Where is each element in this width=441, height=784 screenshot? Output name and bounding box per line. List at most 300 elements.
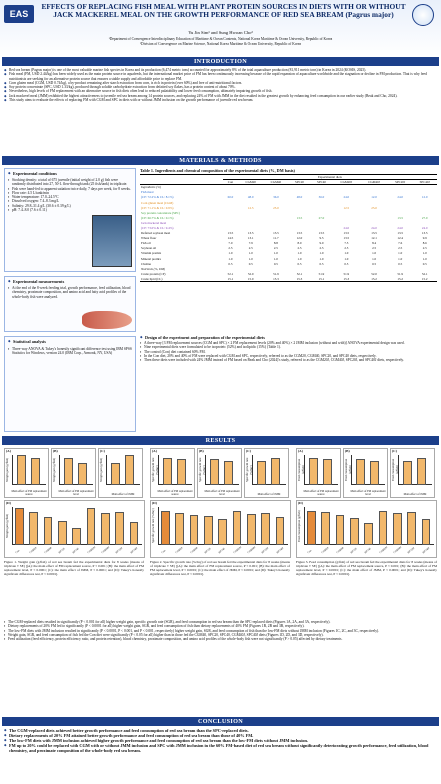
design-item: ▪ A three-way [3 FM replacement sources (CGM and SPC) × 2 FM replacement levels (20% and 40%) × 2 JMM inclusion (without and with)] ANOVA experimental design was used. bbox=[140, 341, 437, 345]
table-cell: 24.0 bbox=[371, 225, 377, 230]
bar bbox=[64, 458, 73, 485]
table-col-header: CGM20J bbox=[340, 180, 353, 185]
table-row bbox=[140, 276, 437, 281]
table-cell: 7.9 bbox=[248, 241, 253, 246]
x-tick-label: SPC40J bbox=[421, 546, 430, 555]
conclusion-bullet: ◆ Dietary replacements of 20% FM attained better growth performance and feed consumption of red sea bream than those of 40% FM. bbox=[4, 733, 437, 738]
x-axis-label: Main effect of FM replacement source bbox=[11, 490, 47, 496]
y-axis-label: Feed consumption (g/fish) bbox=[344, 458, 352, 482]
bar bbox=[175, 513, 184, 545]
measurements-title: ◆ Experimental measurements bbox=[8, 279, 132, 284]
figure-2-panel-d bbox=[150, 500, 291, 558]
figure-1-panel-c bbox=[98, 448, 143, 498]
table-row-note: (CP: 66.7% & CL: 0.1%) bbox=[141, 215, 174, 220]
bar bbox=[78, 463, 87, 485]
stats-title: ◆ Statistical analysis bbox=[8, 339, 132, 344]
table-cell: 1.0 bbox=[297, 256, 302, 261]
bar bbox=[422, 519, 431, 545]
design-title: ◆ Design of the experiment and preparation of the experimental diets bbox=[140, 335, 437, 340]
table-cell: 51.9 bbox=[397, 271, 403, 276]
table-cell: 7.6 bbox=[398, 241, 403, 246]
table-row-name: Fish oil bbox=[141, 241, 151, 246]
table-cell: 1.0 bbox=[248, 251, 253, 256]
panel-label: (C) bbox=[392, 449, 397, 453]
bar bbox=[87, 508, 96, 545]
table-cell: 15.2 bbox=[397, 276, 403, 281]
bar bbox=[163, 458, 172, 485]
x-tick-label: CGM20J bbox=[232, 545, 242, 555]
affiliation-2: ²Division of Convergence on Marine Science, National Korea Maritime & Ocean University, Republic of Korea bbox=[139, 42, 302, 46]
x-tick-label: SPC40J bbox=[275, 546, 284, 555]
x-axis-label: Main effect of JMM bbox=[257, 493, 281, 496]
y-axis-label: Feed consumption (g/fish) bbox=[297, 510, 301, 542]
table-row-name: Vitamin premix bbox=[141, 251, 162, 256]
panel-label: (B) bbox=[53, 449, 58, 453]
table-cell: 1.0 bbox=[422, 251, 427, 256]
x-tick-label: CGM40 bbox=[43, 546, 53, 555]
exp-item: ▪ Dissolved oxygen: 7.4–8.3 mg/L bbox=[8, 199, 132, 203]
bar bbox=[44, 517, 53, 545]
table-cell: 51.9 bbox=[273, 271, 279, 276]
table-cell: 36.0 bbox=[273, 195, 279, 200]
figure-2-panel-b bbox=[197, 448, 242, 498]
table-row-name: Corn gluten meal (CGM) bbox=[141, 200, 174, 205]
table-cell: 0.5 bbox=[398, 261, 403, 266]
table-cell: 0.5 bbox=[422, 261, 427, 266]
table-cell: 9.0 bbox=[319, 241, 324, 246]
table-cell: 15.0 bbox=[247, 276, 254, 281]
table-row-note: (CP: 73.0% & CL: 9.4%) bbox=[141, 225, 174, 230]
table-cell: 13.5 bbox=[273, 231, 279, 236]
bar bbox=[307, 511, 316, 545]
table-cell: 15.1 bbox=[318, 276, 325, 281]
table-cell: 7.0 bbox=[228, 241, 233, 246]
design-item: ▪ Then these diets were included with 24% JMM instead of FM based on Beak and Cho (2024)'s study, referred to as the CGM20J, CGM40J, SPC20J, and SPC40J diets, respectively. bbox=[140, 358, 437, 362]
x-tick-label: SPC40 bbox=[218, 547, 226, 555]
table-cell: 0.5 bbox=[297, 261, 302, 266]
panel-label: (C) bbox=[100, 449, 105, 453]
x-tick-label: CGM40 bbox=[189, 546, 199, 555]
table-cell: 2.5 bbox=[228, 246, 233, 251]
conclusion-heading: CONCLUSION bbox=[2, 717, 439, 726]
table-group-header: Experimental diets bbox=[223, 175, 437, 180]
table-cell: 9.5 bbox=[319, 236, 324, 241]
intro-bullet: ◆ This study aims to evaluate the effects of replacing FM with CGM and SPC in diets with or without JMM inclusion on the growth performance of juvenile red sea bream. bbox=[4, 98, 437, 102]
table-cell: 15.2 bbox=[371, 276, 377, 281]
x-axis-label: Main effect of FM replacement level bbox=[204, 490, 240, 496]
table-cell: 13.5 bbox=[318, 231, 325, 236]
bar bbox=[29, 512, 38, 545]
table-col-header: CGM20 bbox=[245, 180, 256, 185]
table-cell: 15.3 bbox=[273, 276, 279, 281]
bar bbox=[379, 511, 388, 545]
bar bbox=[356, 459, 365, 486]
table-cell: 1.0 bbox=[422, 256, 427, 261]
table-cell: 12.0 bbox=[296, 236, 303, 241]
results-heading: RESULTS bbox=[2, 436, 439, 445]
design-section bbox=[140, 335, 437, 362]
bar bbox=[309, 458, 318, 485]
table-cell: 13.5 bbox=[397, 231, 403, 236]
panel-label: (B) bbox=[345, 449, 350, 453]
table-cell: 8.0 bbox=[297, 241, 302, 246]
table-cell: 2.5 bbox=[422, 246, 427, 251]
table-cell: 60.0 bbox=[227, 195, 234, 200]
table-cell: 13.5 bbox=[296, 215, 303, 220]
intro-bullet: ◆ Corn gluten meal (CGM, USD 0.74/kg), a by-product remaining after starch extraction from corn, is rich in protein (over 60%) and free of anti-nutritional factors. bbox=[4, 81, 437, 85]
x-tick-label: Con bbox=[15, 549, 21, 555]
exp-item: ▪ Water temperature: 17.0–24.5°C bbox=[8, 195, 132, 199]
table-cell: 13.5 bbox=[343, 231, 350, 236]
panel-label: (C) bbox=[246, 449, 251, 453]
table-cell: 15.3 bbox=[343, 276, 350, 281]
panel-label: (D) bbox=[6, 501, 11, 505]
meas-item: ▪ At the end of the 8-week feeding trial, growth performance, feed utilization, blood chemistry, proximate composition, and amino acid and fatty acid profiles of the whole-body fish were analyzed. bbox=[8, 286, 132, 299]
x-tick-label: CGM40J bbox=[247, 545, 257, 555]
table-cell: 12.1 bbox=[371, 236, 377, 241]
x-tick-label: SPC20 bbox=[350, 547, 358, 555]
x-axis-label: Main effect of JMM bbox=[111, 493, 135, 496]
table-cell: 11.7 bbox=[273, 236, 279, 241]
table-cell: 24.0 bbox=[397, 225, 403, 230]
intro-heading: INTRODUCTION bbox=[2, 57, 439, 66]
fish-tank-photo bbox=[92, 215, 132, 267]
exp-item: ▪ Stocking density: a total of 675 juvenile (initial weight of 2.0 g) fish were randomly distributed into 27, 50-L flow-through tank (25 fish/tank) in triplicate. bbox=[8, 178, 132, 187]
figure-1-panel-b bbox=[51, 448, 96, 498]
table-cell: 0.5 bbox=[372, 261, 377, 266]
table-cell: 0.5 bbox=[319, 261, 324, 266]
table-cell: 27.0 bbox=[421, 215, 428, 220]
results-bullet: ▪ Weight gain, SGR, and feed consumption of fish fed the Con diet were significantly (P < 0.05 for all) higher than in those fed the CGM40, SPC20, SPC40, CGM40J, SPC40J diets (Figures 1D, 2D, and 3D, respectively). bbox=[4, 633, 437, 637]
figure-1-panel-a bbox=[4, 448, 49, 498]
x-tick-label: SPC20J bbox=[115, 546, 124, 555]
intro-bullet: ◆ Red sea bream (Pagrus major) is one of the most valuable marine fish species in Korea and its production (6,474 metric tons) accounted for approximately 8% of the total aquaculture production (81,911 metric tons) in Korea in 2024 (KOSIS, 2025). bbox=[4, 68, 437, 72]
bar bbox=[393, 513, 402, 545]
design-item: ▪ The control (Con) diet contained 60% FM. bbox=[140, 350, 437, 354]
table-cell: 1.0 bbox=[372, 251, 377, 256]
x-tick-label: SPC20 bbox=[58, 547, 66, 555]
figure-2-panel-c bbox=[244, 448, 289, 498]
table-cell: 1.0 bbox=[297, 251, 302, 256]
table-cell: 1.0 bbox=[319, 251, 324, 256]
y-axis-label: Weight gain (g/fish) bbox=[5, 457, 9, 483]
bar bbox=[233, 511, 242, 545]
design-item: ▪ Nine experimental diets were formulated to be isoproteic (52%) and isolipidic (15%) (Table 1). bbox=[140, 345, 437, 349]
table-cell: 0.5 bbox=[344, 261, 349, 266]
table-cell: 7.5 bbox=[344, 241, 349, 246]
figure-3-panel-d bbox=[296, 500, 437, 558]
figure-3-panel-b bbox=[343, 448, 388, 498]
table-cell: 24.0 bbox=[421, 225, 428, 230]
table-cell: 36.0 bbox=[318, 195, 325, 200]
conclusion-bullet: ◆ FM up to 20% could be replaced with CGM with or without JMM inclusion and SPC with JMM inclusion in the 60% FM-based diet of red sea bream without significantly deteriorating growth performance, feed utilization, blood chemistry, and proximate composition of the whole-body red sea bream. bbox=[4, 743, 437, 753]
table-cell: 13.5 bbox=[296, 231, 303, 236]
table-cell: 25.0 bbox=[273, 205, 279, 210]
table-cell: 2.5 bbox=[273, 246, 278, 251]
table-cell: 1.0 bbox=[344, 256, 349, 261]
results-list bbox=[4, 620, 437, 641]
table-cell: 13.5 bbox=[397, 215, 403, 220]
methods-heading: MATERIALS & METHODS bbox=[2, 156, 439, 165]
table-cell: 12.0 bbox=[421, 195, 428, 200]
table-cell: 15.1 bbox=[227, 276, 234, 281]
bar bbox=[370, 461, 379, 485]
table-cell: 0.5 bbox=[228, 261, 233, 266]
table-cell: 52.1 bbox=[421, 271, 428, 276]
experimental-measurements-panel bbox=[4, 276, 136, 332]
table-cell: 2.5 bbox=[372, 246, 377, 251]
intro-list bbox=[4, 68, 437, 102]
bar bbox=[115, 512, 124, 545]
table-cell: 14.5 bbox=[227, 236, 234, 241]
table-col-header: SPC20 bbox=[295, 180, 304, 185]
table-cell: 12.5 bbox=[247, 205, 254, 210]
table-cell: 48.0 bbox=[296, 195, 303, 200]
bar bbox=[58, 521, 67, 545]
table-cell: 52.1 bbox=[296, 271, 303, 276]
bar bbox=[31, 458, 40, 485]
table-cell: 27.0 bbox=[318, 215, 325, 220]
exp-item: ▪ Fish were hand-fed to apparent satiation twice daily, 7 days per week, for 8 weeks. bbox=[8, 187, 132, 191]
figure-2-panel-a bbox=[150, 448, 195, 498]
table-col-header: CGM40 bbox=[270, 180, 282, 185]
table-row-name: Jack mackerel meal bbox=[141, 220, 167, 225]
x-tick-label: SPC20J bbox=[261, 546, 270, 555]
table-row-name: Soy protein concentrate (SPC) bbox=[141, 210, 180, 215]
bar bbox=[72, 528, 81, 545]
panel-label: (D) bbox=[298, 501, 303, 505]
bar bbox=[336, 515, 345, 545]
x-tick-label: Con bbox=[161, 549, 167, 555]
conclusion-list bbox=[4, 728, 437, 753]
table-subheader: Nutrients (%, DM) bbox=[141, 266, 165, 271]
table-col-header: SPC40J bbox=[419, 180, 430, 185]
table-cell: 2.5 bbox=[248, 246, 253, 251]
table-cell: 15.3 bbox=[296, 276, 303, 281]
y-axis-label: Specific growth rate (%/day) bbox=[151, 508, 155, 544]
diet-composition-table bbox=[140, 174, 437, 282]
table-row-name: Wheat flour bbox=[141, 236, 157, 241]
bar bbox=[271, 458, 280, 485]
intro-bullet: ◆ Nevertheless, high levels of FM replacement with an alternative source in fish diets often lead to reduced palatability and lower feed consumption, ultimately impairing growth of fish. bbox=[4, 89, 437, 93]
intro-bullet: ◆ Fish meal (FM, USD 2.44/kg) has been widely used as the main protein source in aquafeeds, but the international market price of FM has been continuously increasing because of the rapid expansion of aquaculture worldwide and the stagnation or decline in FM production. That is why feed nutritionists are seeking for an alternative protein source that ensures a stable supply and affordable price to replace FM. bbox=[4, 72, 437, 81]
bar bbox=[247, 514, 256, 545]
bar bbox=[130, 522, 139, 545]
table-cell: 2.5 bbox=[344, 246, 349, 251]
table-cell: 1.0 bbox=[344, 251, 349, 256]
x-axis-label: Main effect of FM replacement level bbox=[58, 490, 94, 496]
table-cell: 0.5 bbox=[248, 261, 253, 266]
figure-1-caption: Figure 1. Weight gain (g/fish) of red sea bream fed the experimental diets for 8 weeks (means of triplicate ± SE) [(A): the main effect of FM replacement source, P < 0.001; (B): the main effect of FM replacement level, P < 0.0001; (C): the main effect of JMM, P < 0.0001; and (D): Tukey's honestly significant differences test, P < 0.0001]. bbox=[4, 560, 144, 577]
table-title: Table 1. Ingredients and chemical composition of the experimental diets (%, DM basis) bbox=[140, 168, 295, 173]
bar bbox=[417, 458, 426, 485]
university-seal-icon bbox=[412, 4, 434, 26]
table-1 bbox=[140, 168, 437, 282]
x-tick-label: CGM40J bbox=[101, 545, 111, 555]
panel-label: (D) bbox=[152, 501, 157, 505]
panel-label: (B) bbox=[199, 449, 204, 453]
affiliation-1: ¹Department of Convergence Interdisciplinary Education of Maritime & Ocean Contents, National Korea Maritime & Ocean University, Republic of Korea bbox=[108, 37, 333, 41]
table-col-header: Con bbox=[227, 180, 234, 185]
table-cell: 2.5 bbox=[319, 246, 324, 251]
table-row-name: Soybean oil bbox=[141, 246, 157, 251]
x-tick-label: SPC40 bbox=[364, 547, 372, 555]
bar bbox=[276, 517, 285, 545]
x-tick-label: CGM20 bbox=[321, 546, 330, 555]
y-axis-label: Specific growth rate (%/day) bbox=[151, 457, 159, 483]
exp-conditions-title: ◆ Experimental conditions bbox=[8, 171, 132, 176]
table-row-name: Crude lipid (CL) bbox=[141, 276, 163, 281]
table-cell: 1.0 bbox=[228, 251, 233, 256]
table-cell: 13.1 bbox=[247, 236, 254, 241]
design-item: ▪ In the Con diet, 20% and 40% of FM were replaced with CGM and SPC, respectively, referred to as the CGM20, CGM40, SPC20, and SPC40 diets, respectively. bbox=[140, 354, 437, 358]
table-cell: 12.4 bbox=[397, 236, 403, 241]
results-bullet: ▪ Feed utilization (feed efficiency, protein efficiency ratio, and protein retention), blood chemistry, proximate composition, and amino acid profiles of the whole-body fish were not significantly (P > 0.05) affected by dietary treatments. bbox=[4, 637, 437, 641]
table-cell: 52.0 bbox=[247, 271, 254, 276]
table-cell: 24.0 bbox=[343, 195, 350, 200]
y-axis-label: Weight gain (g/fish) bbox=[52, 457, 56, 483]
table-cell: 51.9 bbox=[318, 271, 325, 276]
table-cell: 8.4 bbox=[372, 241, 377, 246]
table-cell: 9.9 bbox=[422, 236, 427, 241]
table-cell: 13.5 bbox=[343, 236, 350, 241]
bar bbox=[224, 461, 233, 485]
panel-label: (A) bbox=[152, 449, 157, 453]
intro-bullet: ◆ Soy protein concentrate (SPC, USD 1.33/kg), produced through soluble carbohydrate extraction from defatted soy flakes, has a protein content of about 70%. bbox=[4, 85, 437, 89]
table-cell: 1.0 bbox=[273, 256, 278, 261]
figure-3-panel-c bbox=[390, 448, 435, 498]
x-tick-label: SPC40 bbox=[72, 547, 80, 555]
table-col-header: SPC40 bbox=[317, 180, 326, 185]
results-bullet: ▪ The CGM-replaced diets resulted in significantly (P < 0.001 for all) higher weight gain, specific growth rate (SGR), and feed consumption in red sea bream than the SPC-replaced diets (Figures 1A, 2A, and 3A, respectively). bbox=[4, 620, 437, 624]
table-cell: 12.0 bbox=[371, 195, 377, 200]
table-cell: 13.5 bbox=[421, 231, 428, 236]
x-axis-label: Main effect of FM replacement source bbox=[157, 490, 193, 496]
table-cell: 13.5 bbox=[227, 231, 234, 236]
poster-title: EFFECTS OF REPLACING FISH MEAL WITH PLANT PROTEIN SOURCES IN DIETS WITH OR WITHOUT JACK MACKEREL MEAL ON THE GROWTH PERFORMANCE OF RED SEA BREAM (Pagrus major) bbox=[41, 2, 406, 20]
table-cell: 1.0 bbox=[273, 251, 278, 256]
bar bbox=[161, 511, 170, 545]
table-row-name: Mineral premix bbox=[141, 256, 161, 261]
y-axis-label: Weight gain (g/fish) bbox=[99, 457, 103, 483]
table-cell: 1.0 bbox=[398, 251, 403, 256]
x-tick-label: CGM20 bbox=[175, 546, 184, 555]
table-cell: 8.8 bbox=[273, 241, 278, 246]
x-tick-label: SPC20J bbox=[407, 546, 416, 555]
conclusion-bullet: ◆ The low-FM diets with JMM inclusion achieved higher growth performance and feed consumption of red sea bream than the low-FM diets without JMM inclusion. bbox=[4, 738, 437, 743]
table-col-header: CGM40J bbox=[368, 180, 380, 185]
x-axis-label: Main effect of FM replacement level bbox=[350, 490, 386, 496]
table-cell: 12.5 bbox=[343, 205, 350, 210]
table-cell: 15.2 bbox=[421, 276, 428, 281]
x-tick-label: SPC20 bbox=[204, 547, 212, 555]
table-cell: 13.5 bbox=[371, 231, 377, 236]
bar bbox=[190, 515, 199, 545]
table-cell: 2.5 bbox=[398, 246, 403, 251]
x-tick-label: CGM40J bbox=[393, 545, 403, 555]
header bbox=[0, 0, 441, 56]
table-row-name: Fish meal bbox=[141, 190, 154, 195]
fish-photo bbox=[82, 311, 132, 329]
bar bbox=[125, 455, 134, 485]
table-cell: 24.0 bbox=[397, 195, 403, 200]
y-axis-label: Feed consumption (g/fish) bbox=[391, 458, 399, 482]
table-cell: 25.0 bbox=[371, 205, 377, 210]
bar bbox=[257, 461, 266, 485]
bar bbox=[364, 523, 373, 545]
statistical-analysis-panel bbox=[4, 336, 136, 432]
intro-bullet: ◆ Jack mackerel meal (JMM) exhibited the highest attractiveness to juvenile red sea bream among 14 protein sources, and replacing 24% of FM with JMM in the diet resulted in the greatest growth by enhancing feed consumption in our earlier study (Beak and Cho, 2024). bbox=[4, 94, 437, 98]
table-cell: 1.0 bbox=[228, 256, 233, 261]
x-axis-label: Main effect of JMM bbox=[403, 493, 427, 496]
exp-item: ▪ pH: 7.4–8.0 (7.6 ± 0.11) bbox=[8, 208, 132, 212]
results-bullet: ▪ The low-FM diets with JMM inclusion resulted in significantly (P < 0.0001, P < 0.001, and P < 0.001, respectively) higher weight gain, SGR, and feed consumption of fish than the low-FM diets without JMM inclusion (Figures 1C, 2C, and 3C, respectively). bbox=[4, 629, 437, 633]
bar bbox=[101, 513, 110, 545]
bar bbox=[17, 455, 26, 485]
stat-item: ▪ Three-way ANOVA & Tukey's honestly significant difference test using IBM SPSS Statistics for Windows, version 24.0 (IBM Corp., Armonk, NY, USA) bbox=[8, 347, 132, 356]
table-cell: 24.0 bbox=[343, 225, 350, 230]
table-cell: 51.9 bbox=[343, 271, 350, 276]
x-tick-label: CGM40 bbox=[335, 546, 345, 555]
bar bbox=[15, 508, 24, 545]
bar bbox=[350, 518, 359, 545]
table-cell: 1.0 bbox=[398, 256, 403, 261]
bar bbox=[261, 513, 270, 545]
y-axis-label: Specific growth rate (%/day) bbox=[198, 457, 206, 483]
bar bbox=[403, 461, 412, 485]
exp-item: ▪ Salinity: 29.8–31.4 g/L (30.6 ± 0.39 g/L) bbox=[8, 204, 132, 208]
table-cell: 52.1 bbox=[227, 271, 234, 276]
table-subheader: Ingredients (%) bbox=[141, 185, 161, 190]
table-cell: 52.0 bbox=[371, 271, 377, 276]
table-cell: 0.5 bbox=[273, 261, 278, 266]
bar bbox=[177, 459, 186, 485]
table-cell: 2.5 bbox=[297, 246, 302, 251]
bar bbox=[321, 512, 330, 545]
bar bbox=[204, 516, 213, 545]
table-row-note: (CP: 71.1% & CL: 0.9%) bbox=[141, 205, 174, 210]
y-axis-label: Weight gain (g/fish) bbox=[5, 513, 9, 539]
authors: Yu Jin Sim¹ and Sung Hwoan Cho² bbox=[188, 30, 253, 35]
table-row-note: (CP: 72.2% & CL: 8.1%) bbox=[141, 195, 174, 200]
table-cell: 13.5 bbox=[247, 231, 254, 236]
bar bbox=[323, 459, 332, 486]
x-axis-label: Main effect of FM replacement source bbox=[303, 490, 339, 496]
figure-2-caption: Figure 2. Specific growth rate (%/day) of red sea bream fed the experimental diets for 8 weeks (means of triplicate ± SE) [(A): the main effect of FM replacement source, P < 0.001; (B): the main effect of FM replacement level, P < 0.0001; (C): the main effect of JMM, P < 0.0001; and (D): Tukey's honestly significant differences test, P < 0.0001]. bbox=[150, 560, 290, 577]
x-tick-label: CGM20 bbox=[29, 546, 38, 555]
figure-3-caption: Figure 3. Feed consumption (g/fish) of red sea bream fed the experimental diets for 8 weeks (means of triplicate ± SE) [(A): the main effect of FM replacement source, P < 0.001; (B): the main effect of FM replacement level, P < 0.0001; (C): the main effect of JMM, P < 0.0001; and (D): Tukey's honestly significant differences test, P < 0.0001]. bbox=[296, 560, 437, 577]
y-axis-label: Specific growth rate (%/day) bbox=[245, 457, 253, 483]
x-tick-label: Con bbox=[307, 549, 313, 555]
bar bbox=[407, 512, 416, 545]
exp-item: ▪ Flow rate: 4.5 L/tank/min bbox=[8, 191, 132, 195]
bar bbox=[111, 463, 120, 485]
y-axis-label: Feed consumption (g/fish) bbox=[297, 458, 305, 482]
bar bbox=[218, 519, 227, 545]
table-cell: 1.0 bbox=[248, 256, 253, 261]
figure-1-panel-d bbox=[4, 500, 145, 558]
figure-3-panel-a bbox=[296, 448, 341, 498]
table-row-name: Defatted soybean meal bbox=[141, 231, 171, 236]
logo: EAS bbox=[4, 5, 34, 23]
results-bullet: ▪ Dietary replacements of 20% FM led to significantly (P < 0.0001 for all) higher weight gain, SGR, and feed consumption of fish than dietary replacements of 40% FM (Figures 1B, 2B and 3B, respectively). bbox=[4, 624, 437, 628]
table-col-header: SPC20J bbox=[395, 180, 406, 185]
panel-label: (A) bbox=[6, 449, 11, 453]
experimental-conditions-panel bbox=[4, 168, 136, 272]
table-row-name: Crude protein (CP) bbox=[141, 271, 166, 276]
x-tick-label: SPC40J bbox=[129, 546, 138, 555]
table-cell: 48.0 bbox=[247, 195, 254, 200]
